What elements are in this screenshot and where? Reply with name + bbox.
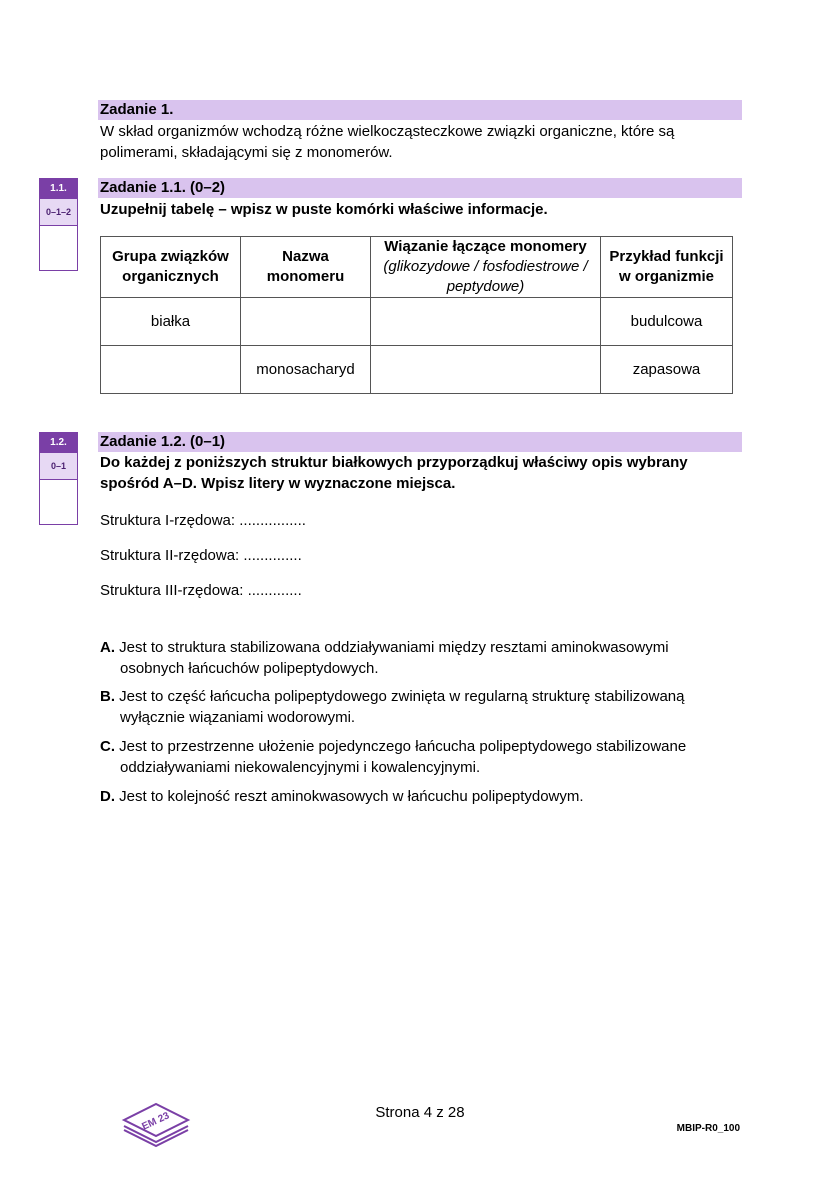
structure-label: Struktura I-rzędowa:: [100, 512, 236, 529]
option-letter: A.: [100, 639, 115, 656]
option-a: [100, 637, 740, 679]
task1-title: Zadanie 1.: [98, 100, 742, 120]
option-letter: D.: [100, 788, 115, 805]
task11-score-box: [39, 178, 78, 271]
option-letter: B.: [100, 688, 115, 705]
structure-answer-blank[interactable]: ................: [239, 512, 306, 529]
cell-group-input[interactable]: [101, 346, 241, 394]
option-d: [100, 786, 740, 807]
cell-example: zapasowa: [601, 346, 733, 394]
task11-points: 0–1–2: [40, 199, 77, 226]
option-text: Jest to przestrzenne ułożenie pojedynczego łańcucha polipeptydowego stabilizowane: [119, 738, 687, 755]
task12-number: 1.2.: [40, 433, 77, 453]
cell-bond-input[interactable]: [371, 298, 601, 346]
table-row: [101, 346, 733, 394]
svg-text:EM 23: EM 23: [140, 1110, 172, 1133]
exam-code: MBIP-R0_100: [676, 1123, 740, 1134]
structure-label: Struktura II-rzędowa:: [100, 547, 240, 564]
option-text: Jest to kolejność reszt aminokwasowych w łańcuchu polipeptydowym.: [119, 788, 584, 805]
cell-bond-input[interactable]: [371, 346, 601, 394]
option-text: Jest to struktura stabilizowana oddziaływaniami między resztami aminokwasowymi: [119, 639, 669, 656]
header-example: Przykład funkcji w organizmie: [601, 237, 733, 298]
cell-monomer: monosacharyd: [241, 346, 371, 394]
header-bond-title: Wiązanie łączące monomery: [384, 238, 587, 255]
page-number: Strona 4 z 28: [375, 1104, 465, 1121]
structure-primary: [100, 512, 306, 529]
task11-instruction: Uzupełnij tabelę – wpisz w puste komórki właściwe informacje.: [100, 201, 548, 218]
header-group: Grupa związków organicznych: [101, 237, 241, 298]
structure-answer-blank[interactable]: .............: [247, 582, 302, 599]
task12-score-box: [39, 432, 78, 525]
task11-title: Zadanie 1.1. (0–2): [98, 178, 742, 198]
option-text-cont: oddziaływaniami niekowalencyjnymi i kowalencyjnymi.: [120, 759, 481, 776]
cell-monomer-input[interactable]: [241, 298, 371, 346]
option-letter: C.: [100, 738, 115, 755]
table-row: [101, 298, 733, 346]
task11-number: 1.1.: [40, 179, 77, 199]
option-c: [100, 736, 740, 778]
structure-label: Struktura III-rzędowa:: [100, 582, 244, 599]
task12-points: 0–1: [40, 453, 77, 480]
cell-group: białka: [101, 298, 241, 346]
header-bond: [371, 237, 601, 298]
option-b: [100, 686, 740, 728]
task12-instruction: Do każdej z poniższych struktur białkowych przyporządkuj właściwy opis wybrany spośród A–D. Wpisz litery w wyznaczone miejsca.: [100, 454, 688, 492]
structure-secondary: [100, 547, 302, 564]
task12-title: Zadanie 1.2. (0–1): [98, 432, 742, 452]
table-header-row: [101, 237, 733, 298]
cell-example: budulcowa: [601, 298, 733, 346]
header-monomer: Nazwa monomeru: [241, 237, 371, 298]
header-bond-options: (glikozydowe / fosfodiestrowe / peptydowe): [383, 258, 588, 295]
structure-answer-blank[interactable]: ..............: [243, 547, 302, 564]
task1-intro: W skład organizmów wchodzą różne wielkocząsteczkowe związki organiczne, które są polimerami, składającymi się z monomerów.: [100, 123, 675, 161]
monomer-table: [100, 236, 733, 394]
option-text-cont: osobnych łańcuchów polipeptydowych.: [120, 660, 379, 677]
option-text-cont: wyłącznie wiązaniami wodorowymi.: [120, 709, 356, 726]
structure-tertiary: [100, 582, 302, 599]
option-text: Jest to część łańcucha polipeptydowego zwinięta w regularną strukturę stabilizowaną: [119, 688, 685, 705]
